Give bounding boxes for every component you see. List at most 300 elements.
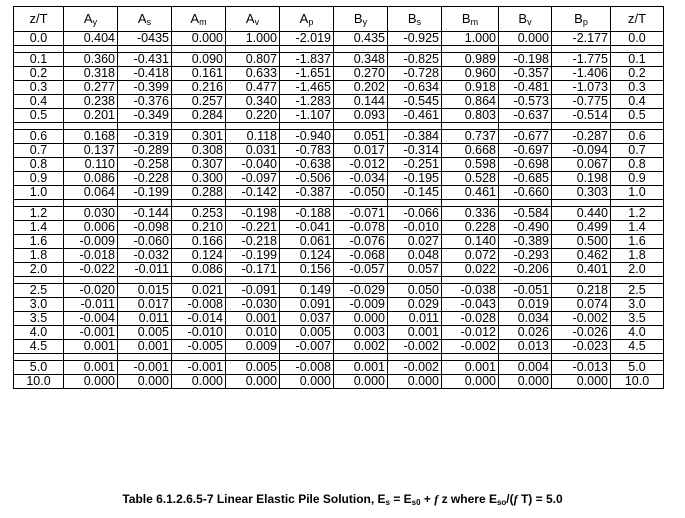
value-cell: 0.807 [226,53,280,67]
value-cell: -0.051 [499,284,552,298]
value-cell: 0.303 [552,186,611,200]
table-row [14,130,664,144]
depth-cell: 0.4 [14,95,64,109]
value-cell: 0.064 [64,186,118,200]
value-cell: 0.001 [118,340,172,354]
depth-cell: 0.0 [14,32,64,46]
value-cell: -0.012 [334,158,388,172]
depth-cell: 1.6 [14,235,64,249]
value-cell: -1.073 [552,81,611,95]
value-cell: 0.864 [442,95,499,109]
table-row [14,32,664,46]
value-cell: 0.013 [499,340,552,354]
value-cell: -0.001 [118,361,172,375]
table-row [14,172,664,186]
table-row [14,326,664,340]
column-header [14,7,64,32]
value-cell: -0.005 [172,340,226,354]
column-header-subscript: y [92,17,98,27]
depth-cell: 1.6 [611,235,664,249]
value-cell: 0.168 [64,130,118,144]
value-cell: -0.387 [280,186,334,200]
value-cell: -0.078 [334,221,388,235]
depth-cell: 1.4 [14,221,64,235]
value-cell: -0.028 [442,312,499,326]
depth-cell: 0.5 [14,109,64,123]
value-cell: -0.030 [226,298,280,312]
value-cell: -0.171 [226,263,280,277]
value-cell: -0.010 [388,221,442,235]
value-cell: -0.506 [280,172,334,186]
column-header [552,7,611,32]
value-cell: -0.218 [226,235,280,249]
value-cell: -0.289 [118,144,172,158]
value-cell: 0.026 [499,326,552,340]
caption-sub-s0: s0 [411,498,421,507]
value-cell: -0.002 [388,361,442,375]
value-cell: -0.009 [334,298,388,312]
depth-cell: 0.3 [611,81,664,95]
value-cell: 0.110 [64,158,118,172]
value-cell: 0.000 [388,375,442,389]
value-cell: -0.221 [226,221,280,235]
value-cell: -0.418 [118,67,172,81]
value-cell: -0.376 [118,95,172,109]
value-cell: 0.093 [334,109,388,123]
value-cell: -0.038 [442,284,499,298]
caption-suffix: T) = 5.0 [517,492,563,506]
value-cell: -0.066 [388,207,442,221]
value-cell: -0.258 [118,158,172,172]
value-cell: 0.034 [499,312,552,326]
value-cell: 0.124 [280,249,334,263]
value-cell: -0.050 [334,186,388,200]
value-cell: 0.318 [64,67,118,81]
value-cell: 0.001 [64,340,118,354]
value-cell: -0.399 [118,81,172,95]
depth-cell: 0.1 [611,53,664,67]
depth-cell: 4.5 [611,340,664,354]
value-cell: 1.000 [226,32,280,46]
column-header [334,7,388,32]
value-cell: -0.293 [499,249,552,263]
value-cell: -0.002 [442,340,499,354]
caption-mid: z where E [438,492,497,506]
value-cell: -1.837 [280,53,334,67]
value-cell: 0.803 [442,109,499,123]
value-cell: 0.019 [499,298,552,312]
value-cell: 0.989 [442,53,499,67]
value-cell: 0.253 [172,207,226,221]
value-cell: -0.514 [552,109,611,123]
value-cell: -0.634 [388,81,442,95]
value-cell: -0.228 [118,172,172,186]
value-cell: -0.349 [118,109,172,123]
value-cell: -0.206 [499,263,552,277]
value-cell: 0.462 [552,249,611,263]
value-cell: 0.149 [280,284,334,298]
value-cell: -0.287 [552,130,611,144]
value-cell: 0.000 [499,375,552,389]
depth-cell: 10.0 [611,375,664,389]
depth-cell: 1.0 [611,186,664,200]
value-cell: -0.199 [118,186,172,200]
value-cell: 0.000 [64,375,118,389]
value-cell: -0.032 [118,249,172,263]
depth-cell: 3.0 [611,298,664,312]
value-cell: -0.461 [388,109,442,123]
value-cell: 0.017 [118,298,172,312]
value-cell: -0.097 [226,172,280,186]
value-cell: -0.940 [280,130,334,144]
value-cell: -0.145 [388,186,442,200]
value-cell: -0.004 [64,312,118,326]
column-header-subscript: s [146,17,152,27]
table-row [14,67,664,81]
value-cell: 0.001 [388,326,442,340]
value-cell: 0.048 [388,249,442,263]
value-cell: 0.086 [64,172,118,186]
pile-solution-table [13,6,664,389]
value-cell: 0.011 [118,312,172,326]
value-cell: -0.008 [280,361,334,375]
value-cell: 0.000 [552,375,611,389]
depth-cell: 0.5 [611,109,664,123]
column-header [64,7,118,32]
value-cell: 0.918 [442,81,499,95]
caption-slash: /( [506,492,514,506]
value-cell: -0.314 [388,144,442,158]
value-cell: 0.301 [172,130,226,144]
value-cell: -0.677 [499,130,552,144]
value-cell: -0.198 [226,207,280,221]
column-header-subscript: m [199,17,207,27]
value-cell: 0.156 [280,263,334,277]
value-cell: 0.461 [442,186,499,200]
value-cell: -0.057 [334,263,388,277]
caption-sub-s: s [385,498,390,507]
table-row [14,375,664,389]
value-cell: 0.348 [334,53,388,67]
value-cell: -0.011 [64,298,118,312]
value-cell: -0.481 [499,81,552,95]
caption-prefix: Table 6.1.2.6.5-7 Linear Elastic Pile Solution, E [122,492,386,506]
value-cell: 1.000 [442,32,499,46]
depth-cell: 10.0 [14,375,64,389]
value-cell: 0.210 [172,221,226,235]
value-cell: -0.545 [388,95,442,109]
value-cell: -0.319 [118,130,172,144]
value-cell: -0.023 [552,340,611,354]
value-cell: 0.061 [280,235,334,249]
value-cell: 0.288 [172,186,226,200]
value-cell: -0.389 [499,235,552,249]
value-cell: -0.384 [388,130,442,144]
column-header-label: z/T [29,11,48,26]
depth-cell: 0.9 [14,172,64,186]
value-cell: 0.005 [118,326,172,340]
column-header-subscript: y [362,17,368,27]
value-cell: 0.000 [442,375,499,389]
value-cell: -0.018 [64,249,118,263]
value-cell: 0.277 [64,81,118,95]
value-cell: -0.490 [499,221,552,235]
value-cell: -0.698 [499,158,552,172]
value-cell: -0.925 [388,32,442,46]
value-cell: -0.011 [118,263,172,277]
value-cell: -0.076 [334,235,388,249]
value-cell: 0.000 [334,375,388,389]
column-header-label: B [461,11,471,26]
value-cell: 0.031 [226,144,280,158]
value-cell: -0.825 [388,53,442,67]
value-cell: 0.166 [172,235,226,249]
value-cell: -0.091 [226,284,280,298]
value-cell: 0.003 [334,326,388,340]
caption-plus: + [420,492,435,506]
value-cell: 0.307 [172,158,226,172]
value-cell: 0.404 [64,32,118,46]
value-cell: -0.660 [499,186,552,200]
value-cell: -0.001 [172,361,226,375]
value-cell: -0.020 [64,284,118,298]
value-cell: -1.283 [280,95,334,109]
value-cell: 0.228 [442,221,499,235]
value-cell: 0.161 [172,67,226,81]
value-cell: 0.440 [552,207,611,221]
value-cell: -0.728 [388,67,442,81]
depth-cell: 0.7 [611,144,664,158]
table-row [14,95,664,109]
value-cell: 0.009 [226,340,280,354]
depth-cell: 0.1 [14,53,64,67]
value-cell: 0.006 [64,221,118,235]
value-cell: -0.198 [499,53,552,67]
depth-cell: 2.5 [611,284,664,298]
value-cell: -0.637 [499,109,552,123]
value-cell: 0.137 [64,144,118,158]
column-header-subscript: v [527,17,532,27]
value-cell: 0.144 [334,95,388,109]
value-cell: -0.007 [280,340,334,354]
value-cell: -0.001 [64,326,118,340]
value-cell: 0.238 [64,95,118,109]
depth-cell: 0.8 [14,158,64,172]
depth-cell: 1.2 [611,207,664,221]
value-cell: 0.500 [552,235,611,249]
value-cell: -0.144 [118,207,172,221]
depth-cell: 0.9 [611,172,664,186]
value-cell: 0.000 [226,375,280,389]
table-row [14,186,664,200]
column-header [611,7,664,32]
column-header-label: B [353,11,363,26]
value-cell: 0.001 [226,312,280,326]
value-cell: 0.000 [172,32,226,46]
column-header-label: B [518,11,528,26]
value-cell: 0.091 [280,298,334,312]
value-cell: 0.050 [388,284,442,298]
value-cell: -0.251 [388,158,442,172]
value-cell: 0.015 [118,284,172,298]
value-cell: 0.528 [442,172,499,186]
value-cell: -0.638 [280,158,334,172]
value-cell: 0.000 [499,32,552,46]
value-cell: -0.094 [552,144,611,158]
value-cell: -0.584 [499,207,552,221]
value-cell: -1.107 [280,109,334,123]
value-cell: 0.336 [442,207,499,221]
value-cell: -0.068 [334,249,388,263]
value-cell: -0.013 [552,361,611,375]
value-cell: 0.598 [442,158,499,172]
value-cell: -0.034 [334,172,388,186]
value-cell: 0.090 [172,53,226,67]
value-cell: 0.218 [552,284,611,298]
value-cell: 0.000 [280,375,334,389]
column-header-label: A [190,11,200,26]
value-cell: 0.037 [280,312,334,326]
value-cell: -0.195 [388,172,442,186]
value-cell: 0.001 [334,361,388,375]
value-cell: 0.216 [172,81,226,95]
value-cell: -0.026 [552,326,611,340]
value-cell: 0.960 [442,67,499,81]
value-cell: 0.000 [334,312,388,326]
value-cell: 0.201 [64,109,118,123]
value-cell: -0.071 [334,207,388,221]
value-cell: -0.357 [499,67,552,81]
value-cell: -0.060 [118,235,172,249]
value-cell: 0.021 [172,284,226,298]
depth-cell: 0.6 [611,130,664,144]
value-cell: 0.001 [64,361,118,375]
table-row [14,158,664,172]
table-row [14,53,664,67]
table-row [14,81,664,95]
column-header [118,7,172,32]
table-row [14,109,664,123]
depth-cell: 1.4 [611,221,664,235]
depth-cell: 1.0 [14,186,64,200]
depth-cell: 1.2 [14,207,64,221]
header-row [14,7,664,32]
column-header [172,7,226,32]
value-cell: -0.029 [334,284,388,298]
value-cell: 0.633 [226,67,280,81]
value-cell: 0.086 [172,263,226,277]
value-cell: -0.775 [552,95,611,109]
value-cell: 0.257 [172,95,226,109]
caption-f-symbol-2: f [513,492,518,506]
value-cell: 0.030 [64,207,118,221]
depth-cell: 1.8 [14,249,64,263]
value-cell: -1.651 [280,67,334,81]
value-cell: 0.001 [442,361,499,375]
value-cell: -0.009 [64,235,118,249]
value-cell: -0.002 [388,340,442,354]
depth-cell: 3.5 [14,312,64,326]
column-header-subscript: s [416,17,422,27]
value-cell: 0.057 [388,263,442,277]
value-cell: -1.775 [552,53,611,67]
column-header-label: A [245,11,255,26]
value-cell: -0.431 [118,53,172,67]
value-cell: -0.697 [499,144,552,158]
value-cell: 0.010 [226,326,280,340]
value-cell: 0.401 [552,263,611,277]
value-cell: 0.011 [388,312,442,326]
table-row [14,249,664,263]
column-header-label: z/T [627,11,647,26]
depth-cell: 0.0 [611,32,664,46]
table-row [14,263,664,277]
value-cell: -0.010 [172,326,226,340]
table-body [14,32,664,389]
value-cell: -1.406 [552,67,611,81]
table-row [14,235,664,249]
depth-cell: 0.4 [611,95,664,109]
depth-cell: 2.0 [14,263,64,277]
depth-cell: 4.0 [611,326,664,340]
value-cell: 0.072 [442,249,499,263]
depth-cell: 0.7 [14,144,64,158]
value-cell: 0.300 [172,172,226,186]
caption-f-symbol: f [434,492,439,506]
column-header [499,7,552,32]
column-header [388,7,442,32]
value-cell: 0.477 [226,81,280,95]
value-cell: -2.019 [280,32,334,46]
depth-cell: 3.0 [14,298,64,312]
column-header-subscript: m [470,17,479,27]
value-cell: 0.051 [334,130,388,144]
value-cell: -0.685 [499,172,552,186]
value-cell: 0.029 [388,298,442,312]
table-row [14,221,664,235]
value-cell: 0.027 [388,235,442,249]
value-cell: -0.098 [118,221,172,235]
value-cell: 0.004 [499,361,552,375]
value-cell: 0.270 [334,67,388,81]
depth-cell: 5.0 [14,361,64,375]
column-header-subscript: p [582,17,588,27]
value-cell: 0.340 [226,95,280,109]
value-cell: -0.043 [442,298,499,312]
table-row [14,312,664,326]
depth-cell: 0.8 [611,158,664,172]
value-cell: 0.005 [226,361,280,375]
value-cell: -0.008 [172,298,226,312]
value-cell: 0.017 [334,144,388,158]
depth-cell: 3.5 [611,312,664,326]
column-header-label: A [137,11,147,26]
depth-cell: 0.2 [14,67,64,81]
column-header-label: B [574,11,583,26]
table-caption [0,492,685,507]
table-row [14,144,664,158]
value-cell: -0.002 [552,312,611,326]
column-header-subscript: p [308,17,314,27]
caption-sub-so: so [496,498,507,507]
column-header-label: A [299,11,309,26]
value-cell: -0.783 [280,144,334,158]
value-cell: 0.140 [442,235,499,249]
value-cell: 0.668 [442,144,499,158]
value-cell: -0.022 [64,263,118,277]
depth-cell: 1.8 [611,249,664,263]
column-header-label: A [83,11,93,26]
